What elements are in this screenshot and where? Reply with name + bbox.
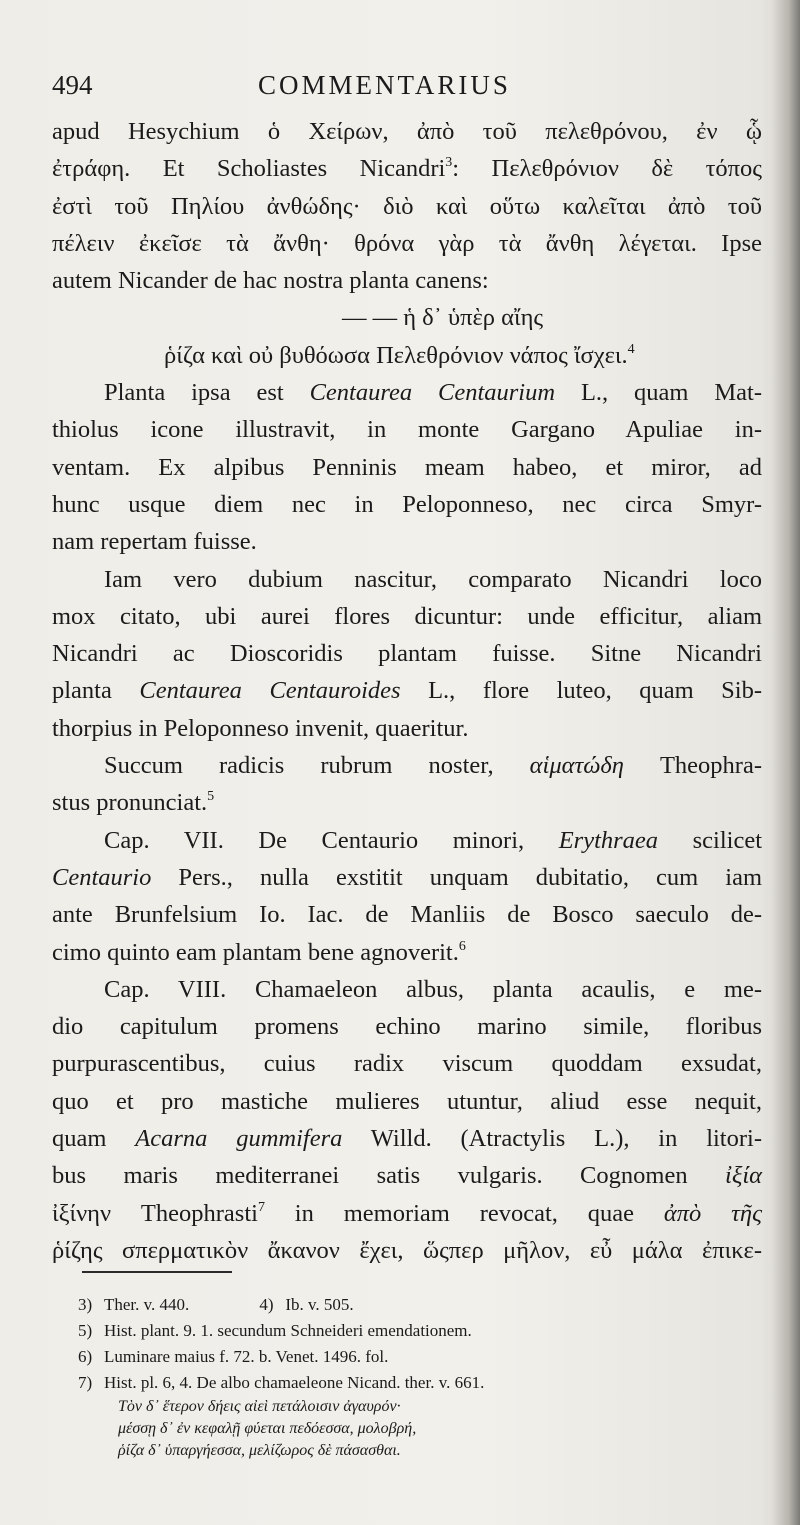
- text-line: quam Acarna gummifera Willd. (Atractylis L.), in litori-: [52, 1125, 762, 1153]
- verse-line: — — ἡ δ᾽ ὑπὲρ αἴης: [342, 304, 544, 332]
- greek-quote-line: μέσσῃ δ᾽ ἐν κεφαλῇ φύεται πεδόεσσα, μολοβρή,: [118, 1420, 417, 1437]
- footnote-ref[interactable]: 6: [458, 938, 466, 954]
- footnote-ref[interactable]: 7: [257, 1199, 265, 1215]
- text-line: apud Hesychium ὁ Χείρων, ἀπὸ τοῦ πελεθρόνου, ἐν ᾧ: [52, 118, 762, 145]
- text-line: ante Brunfelsium Io. Iac. de Manliis de Bosco saeculo de-: [52, 901, 762, 929]
- footnote-number: 3): [78, 1295, 93, 1314]
- text-line: nam repertam fuisse.: [52, 528, 257, 556]
- text-line: Cap. VII. De Centaurio minori, Erythraea scilicet: [104, 826, 763, 854]
- text-line: bus maris mediterranei satis vulgaris. Cognomen ἰξία: [52, 1162, 762, 1190]
- text-line: planta Centaurea Centauroides L., flore luteo, quam Sib-: [52, 677, 763, 705]
- page-header: [52, 70, 752, 106]
- text-line: cimo quinto eam plantam bene agnoverit.$^6$: [52, 938, 466, 966]
- footnote: 3) Ther. v. 440. 4) Ib. v. 505.: [78, 1292, 768, 1318]
- text-line: Iam vero dubium nascitur, comparato Nicandri loco: [104, 565, 762, 593]
- text-line: Centaurio Pers., nulla exstitit unquam dubitatio, cum iam: [52, 863, 762, 891]
- greek-quote-line: Τὸν δ᾽ ἕτερον δήεις αἰεὶ πετάλοισιν ἀγαυρόν·: [118, 1398, 401, 1415]
- text-line: πέλειν ἐκεῖσε τὰ ἄνθη· θρόνα γὰρ τὰ ἄνθη λέγεται. Ipse: [52, 229, 762, 257]
- text-line: Succum radicis rubrum noster, αἱματώδη Theophra-: [104, 752, 762, 780]
- text-line: quo et pro mastiche mulieres utuntur, aliud esse nequit,: [52, 1087, 762, 1115]
- footnote-ref[interactable]: 3: [445, 155, 453, 171]
- text-line: thiolus icone illustravit, in monte Gargano Apuliae in-: [52, 416, 762, 444]
- page-number: 494: [52, 70, 93, 100]
- footnote-ref[interactable]: 5: [207, 789, 215, 805]
- footnote-rule: [82, 1271, 232, 1273]
- footnotes: [78, 1292, 768, 1462]
- text-line: ἐστὶ τοῦ Πηλίου ἀνθώδης· διὸ καὶ οὕτω καλεῖται ἀπὸ τοῦ: [52, 192, 762, 220]
- text-line: ἰξίνην Theophrasti$^7$ in memoriam revocat, quae ἀπὸ τῆς: [52, 1199, 763, 1227]
- verse-line: ῥίζα καὶ οὐ βυθόωσα Πελεθρόνιον νάπος ἴσχει.$^4$: [164, 341, 635, 369]
- text-line: Planta ipsa est Centaurea Centaurium L., quam Mat-: [104, 379, 762, 407]
- main-text: [52, 113, 762, 1269]
- greek-quote-line: ῥίζα δ᾽ ὑπαργήεσσα, μελίζωρος δὲ πάσασθαι.: [118, 1442, 401, 1459]
- text-line: ventam. Ex alpibus Penninis meam habeo, et miror, ad: [52, 453, 762, 481]
- text-line: autem Nicander de hac nostra planta canens:: [52, 267, 489, 295]
- footnote: 5) Hist. plant. 9. 1. secundum Schneideri emendationem.: [78, 1318, 768, 1344]
- text-line: purpurascentibus, cuius radix viscum quoddam exsudat,: [52, 1050, 762, 1078]
- text-line: Cap. VIII. Chamaeleon albus, planta acaulis, e me-: [104, 975, 762, 1003]
- text-line: hunc usque diem nec in Peloponneso, nec circa Smyr-: [52, 490, 762, 518]
- footnote-number: 7): [78, 1373, 93, 1392]
- text-line: ἐτράφη. Et Scholiastes Nicandri$^3$: Πελεθρόνιον δὲ τόπος: [52, 155, 762, 183]
- text-line: ῥίζης σπερματικὸν ἄκανον ἔχει, ὥςπερ μῆλον, εὖ μάλα ἐπικε-: [52, 1236, 762, 1264]
- footnote-number: 5): [78, 1321, 93, 1340]
- text-line: dio capitulum promens echino marino simile, floribus: [52, 1013, 762, 1041]
- footnote: 7) Hist. pl. 6, 4. De albo chamaeleone Nicand. ther. v. 661.: [78, 1370, 768, 1396]
- footnote-number: 4): [259, 1295, 274, 1314]
- running-head: COMMENTARIUS: [258, 70, 511, 100]
- page-edge-shadow: [772, 0, 800, 1525]
- text-line: Nicandri ac Dioscoridis plantam fuisse. Sitne Nicandri: [52, 640, 762, 668]
- text-line: mox citato, ubi aurei flores dicuntur: unde efficitur, aliam: [52, 602, 762, 630]
- text-line: thorpius in Peloponneso invenit, quaeritur.: [52, 714, 469, 742]
- footnote-ref[interactable]: 4: [627, 341, 635, 357]
- footnote: 6) Luminare maius f. 72. b. Venet. 1496. fol.: [78, 1344, 768, 1370]
- footnote-number: 6): [78, 1347, 93, 1366]
- text-line: stus pronunciat.$^5$: [52, 789, 215, 817]
